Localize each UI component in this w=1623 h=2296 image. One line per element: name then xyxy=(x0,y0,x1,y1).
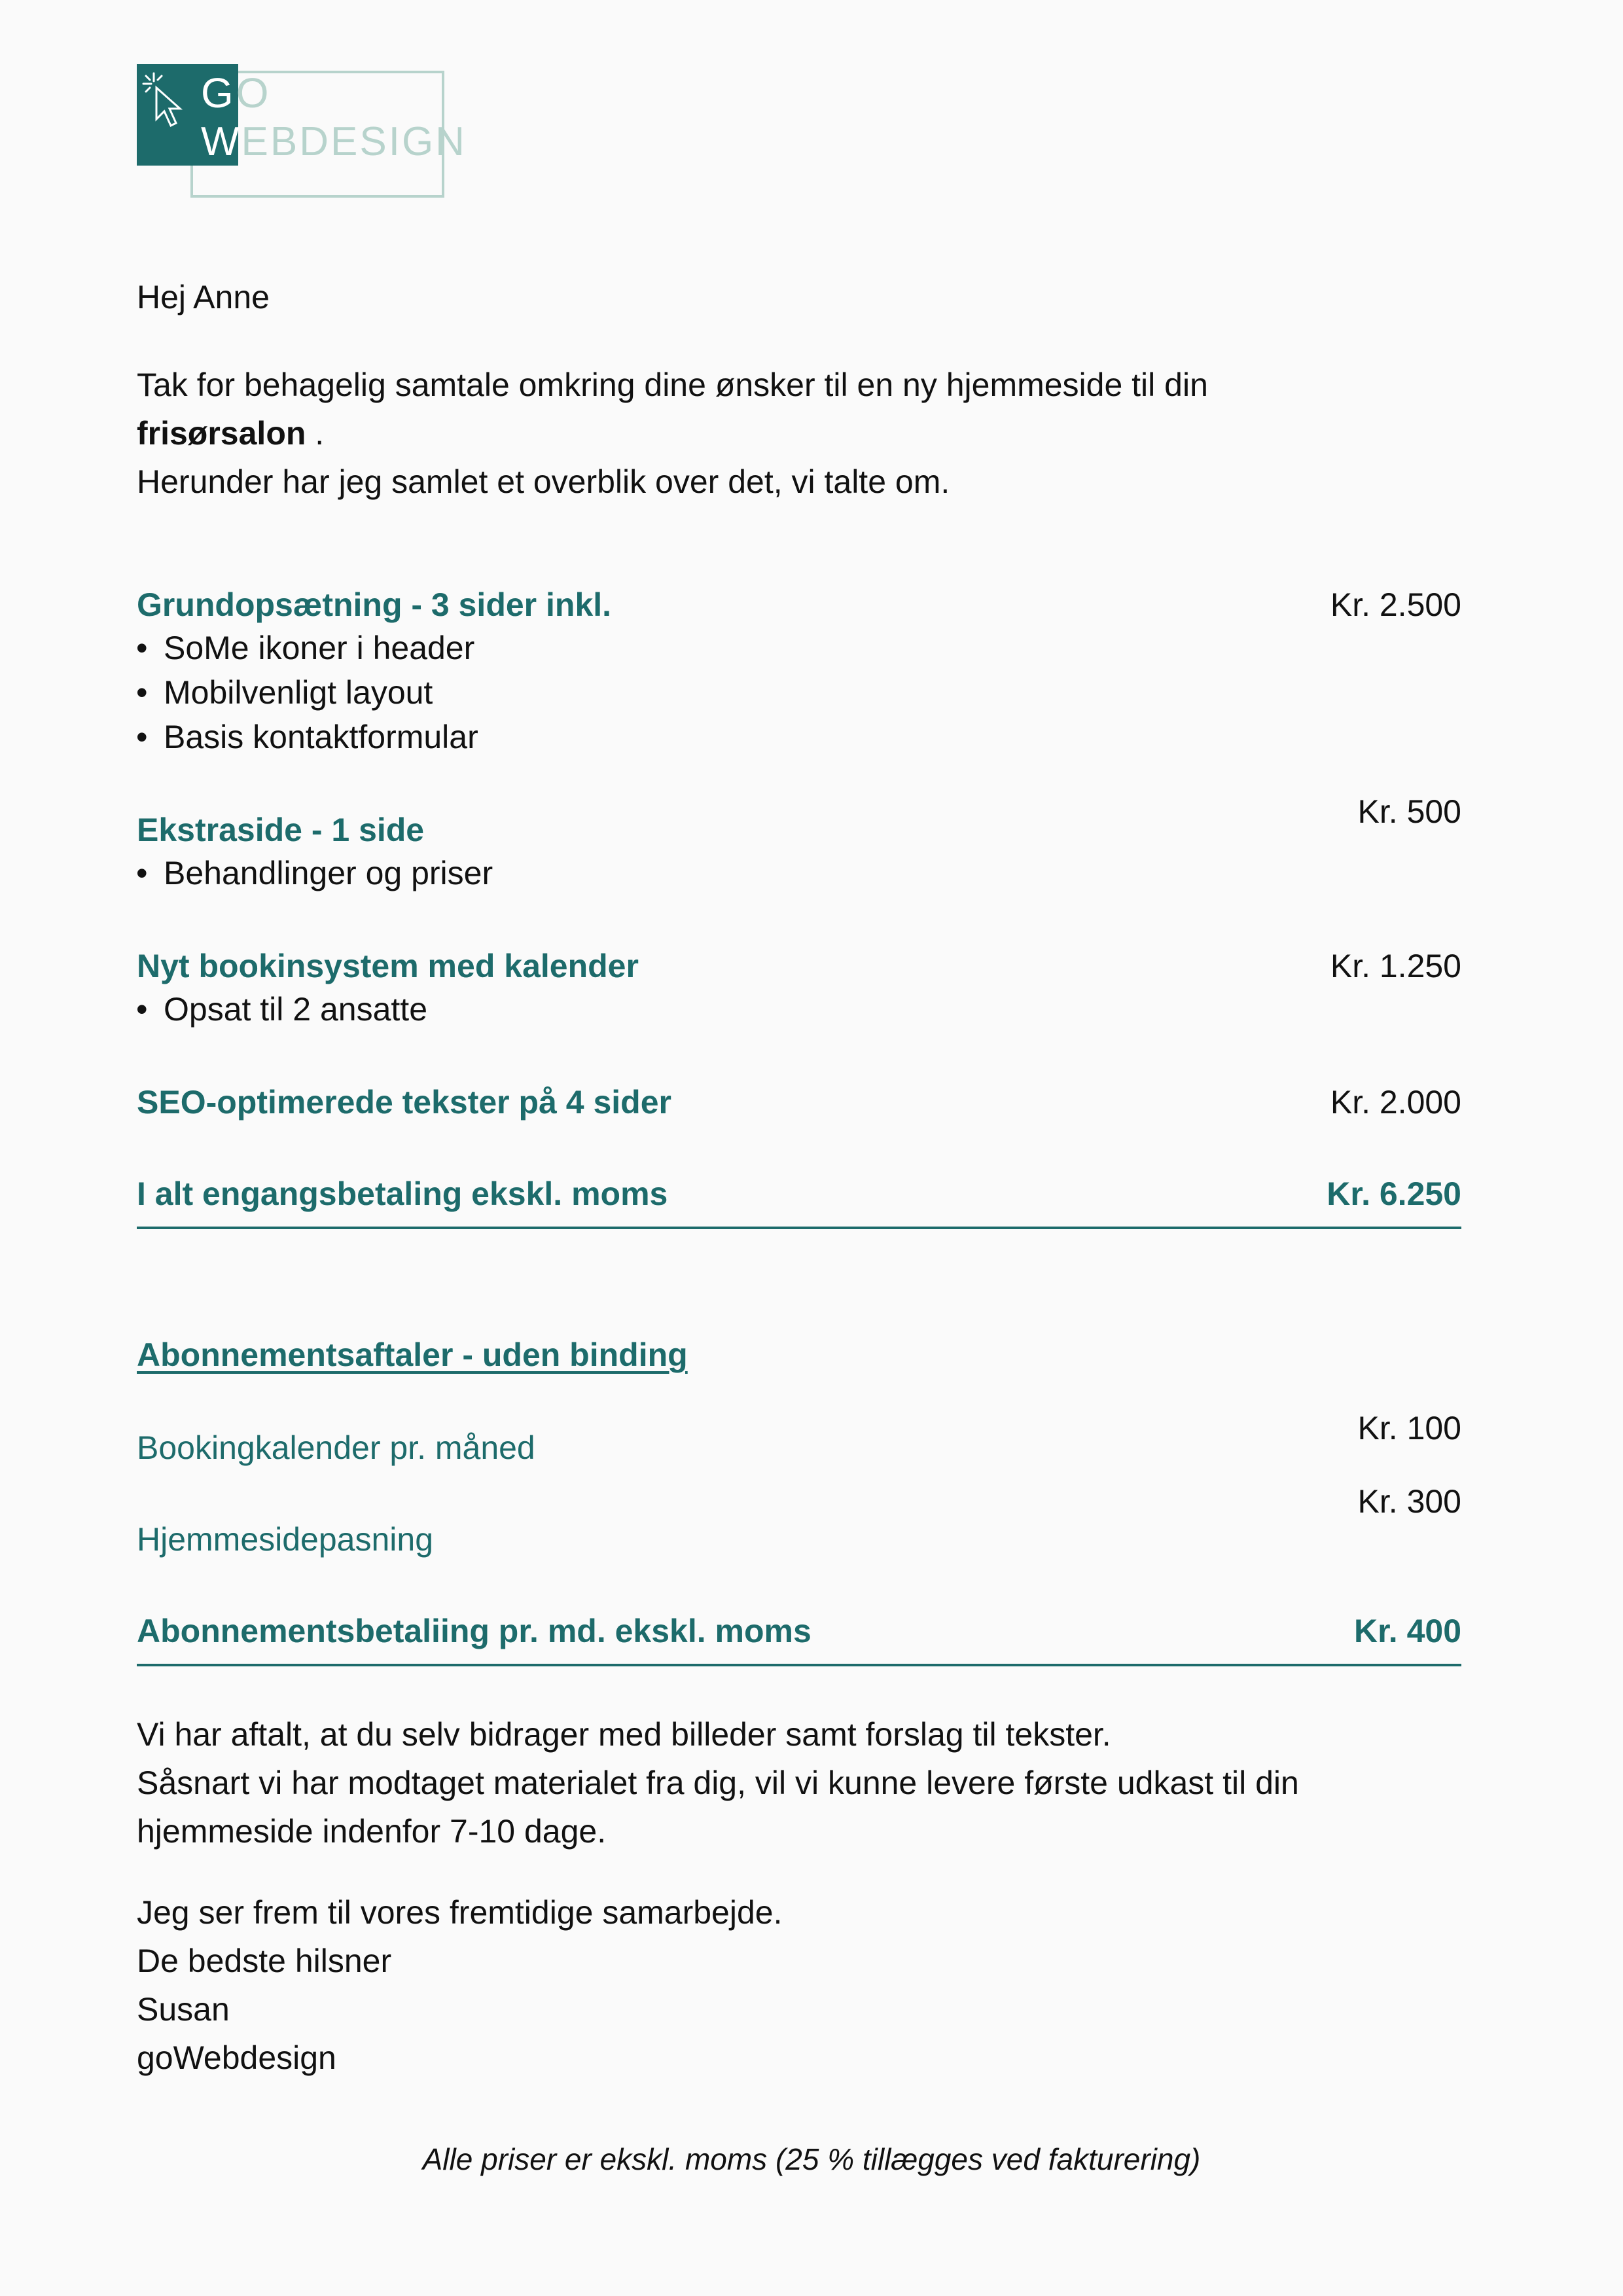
subscription-price: Kr. 300 xyxy=(1357,1483,1461,1520)
closing-line: Såsnart vi har modtaget materialet fra dig, vil vi kunne levere første udkast til din xyxy=(137,1765,1299,1801)
item-bullet-list xyxy=(164,851,493,895)
gowebdesign-logo xyxy=(137,64,467,200)
list-item: • Mobilvenligt layout xyxy=(164,670,478,715)
closing-line: Jeg ser frem til vores fremtidige samarbejde. xyxy=(137,1894,783,1931)
intro-line-1: Tak for behagelig samtale omkring dine ønsker til en ny hjemmeside til din xyxy=(137,367,1208,403)
list-item: • Behandlinger og priser xyxy=(164,851,493,895)
logo-text-go: GO xyxy=(201,69,272,117)
one-time-total-price: Kr. 6.250 xyxy=(1327,1175,1461,1212)
closing-line: hjemmeside indenfor 7-10 dage. xyxy=(137,1813,607,1850)
item-title: Ekstraside - 1 side xyxy=(137,812,425,848)
intro-line-2: frisørsalon . xyxy=(137,415,325,452)
item-price: Kr. 1.250 xyxy=(1330,948,1461,984)
signature-name: Susan xyxy=(137,1991,230,2028)
item-price: Kr. 500 xyxy=(1357,793,1461,830)
list-item: • SoMe ikoner i header xyxy=(164,626,478,670)
list-item: • Basis kontaktformular xyxy=(164,715,478,759)
cursor-click-icon xyxy=(139,68,192,134)
subscription-label: Bookingkalender pr. måned xyxy=(137,1429,535,1466)
logo-text-webdesign: WEBDESIGN xyxy=(201,119,467,164)
vat-footnote: Alle priser er ekskl. moms (25 % tillægges ved fakturering) xyxy=(422,2142,1201,2176)
item-title: Nyt bookinsystem med kalender xyxy=(137,948,639,984)
subscriptions-heading: Abonnementsaftaler - uden binding xyxy=(137,1336,688,1373)
total-divider xyxy=(137,1227,1461,1229)
subscription-price: Kr. 100 xyxy=(1357,1410,1461,1446)
signature-company: goWebdesign xyxy=(137,2039,336,2076)
item-bullet-list xyxy=(164,626,478,759)
item-bullet-list xyxy=(164,987,427,1031)
intro-bold-word: frisørsalon xyxy=(137,415,306,452)
intro-line-3: Herunder har jeg samlet et overblik over det, vi talte om. xyxy=(137,463,950,500)
item-title: Grundopsætning - 3 sider inkl. xyxy=(137,586,612,623)
subscription-divider xyxy=(137,1664,1461,1666)
greeting: Hej Anne xyxy=(137,279,270,315)
subscription-label: Hjemmesidepasning xyxy=(137,1521,434,1558)
item-title: SEO-optimerede tekster på 4 sider xyxy=(137,1084,671,1121)
one-time-total-label: I alt engangsbetaling ekskl. moms xyxy=(137,1175,668,1212)
item-price: Kr. 2.500 xyxy=(1330,586,1461,623)
subscription-total-price: Kr. 400 xyxy=(1353,1613,1461,1649)
sign-off: De bedste hilsner xyxy=(137,1943,392,1979)
item-price: Kr. 2.000 xyxy=(1330,1084,1461,1121)
closing-line: Vi har aftalt, at du selv bidrager med billeder samt forslag til tekster. xyxy=(137,1716,1111,1753)
subscription-total-label: Abonnementsbetaliing pr. md. ekskl. moms xyxy=(137,1613,812,1649)
list-item: • Opsat til 2 ansatte xyxy=(164,987,427,1031)
